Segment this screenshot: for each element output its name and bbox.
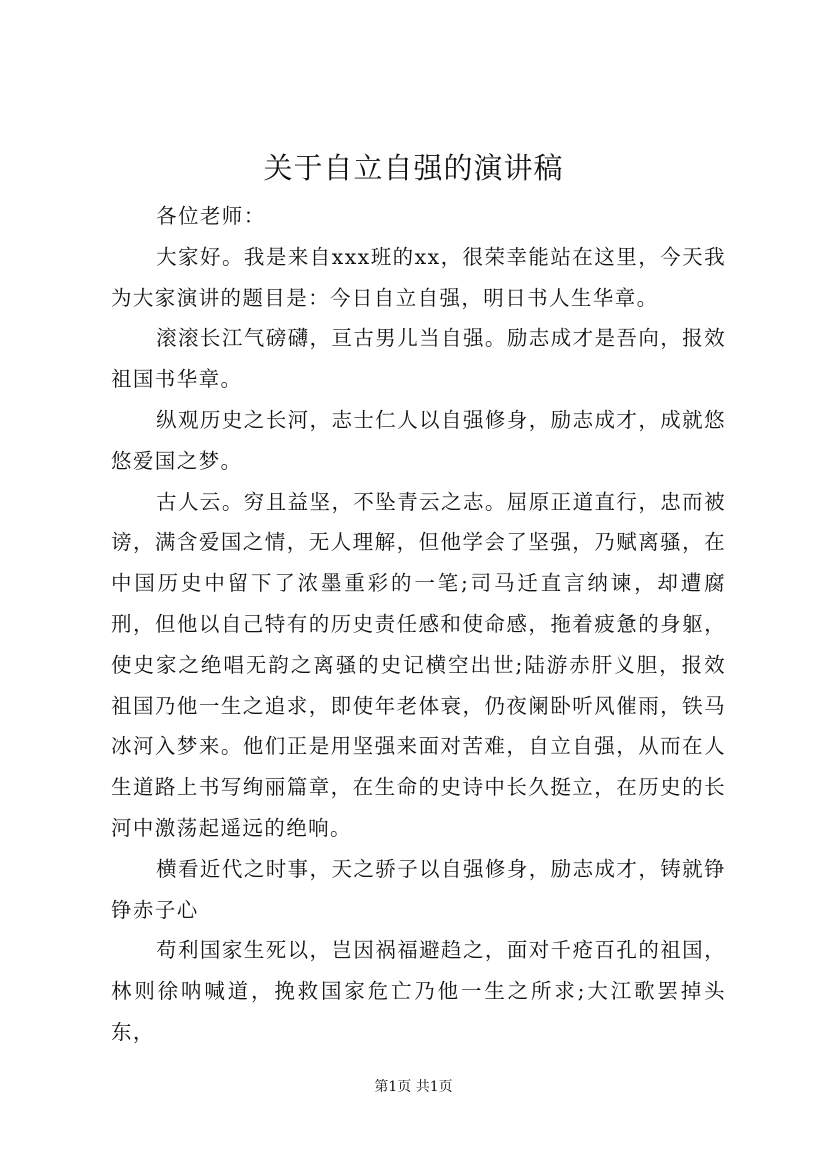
document-body	[111, 196, 726, 1053]
body-paragraph: 纵观历史之长河，志士仁人以自强修身，励志成才，成就悠悠爱国之梦。	[111, 407, 726, 473]
greeting-paragraph: 大家好。我是来自xxx班的xx，很荣幸能站在这里，今天我为大家演讲的题目是：今日自立自强，明日书人生华章。	[111, 244, 726, 310]
body-paragraph: 横看近代之时事，天之骄子以自强修身，励志成才，铸就铮铮赤子心	[111, 856, 726, 922]
body-paragraph: 滚滚长江气磅礴，亘古男儿当自强。励志成才是吾向，报效祖国书华章。	[111, 326, 726, 392]
salutation-paragraph: 各位老师：	[156, 204, 266, 228]
body-paragraph: 苟利国家生死以，岂因祸福避趋之，面对千疮百孔的祖国，林则徐呐喊道，挽救国家危亡乃他一生之所求;大江歌罢掉头东，	[111, 938, 726, 1044]
page-footer: 第1页 共1页	[374, 1079, 453, 1095]
body-paragraph: 古人云。穷且益坚，不坠青云之志。屈原正道直行，忠而被谤，满含爱国之情，无人理解，但他学会了坚强，乃赋离骚，在中国历史中留下了浓墨重彩的一笔;司马迁直言纳谏，却遭腐刑，但他以自己特有的历史责任感和使命感，拖着疲惫的身躯，使史家之绝唱无韵之离骚的史记横空出世;陆游赤肝义胆，报效祖国乃他一生之追求，即使年老体衰，仍夜阑卧听风催雨，铁马冰河入梦来。他们正是用坚强来面对苦难，自立自强，从而在人生道路上书写绚丽篇章，在生命的史诗中长久挺立，在历史的长河中激荡起遥远的绝响。	[111, 489, 726, 840]
document-title: 关于自立自强的演讲稿	[263, 151, 564, 185]
